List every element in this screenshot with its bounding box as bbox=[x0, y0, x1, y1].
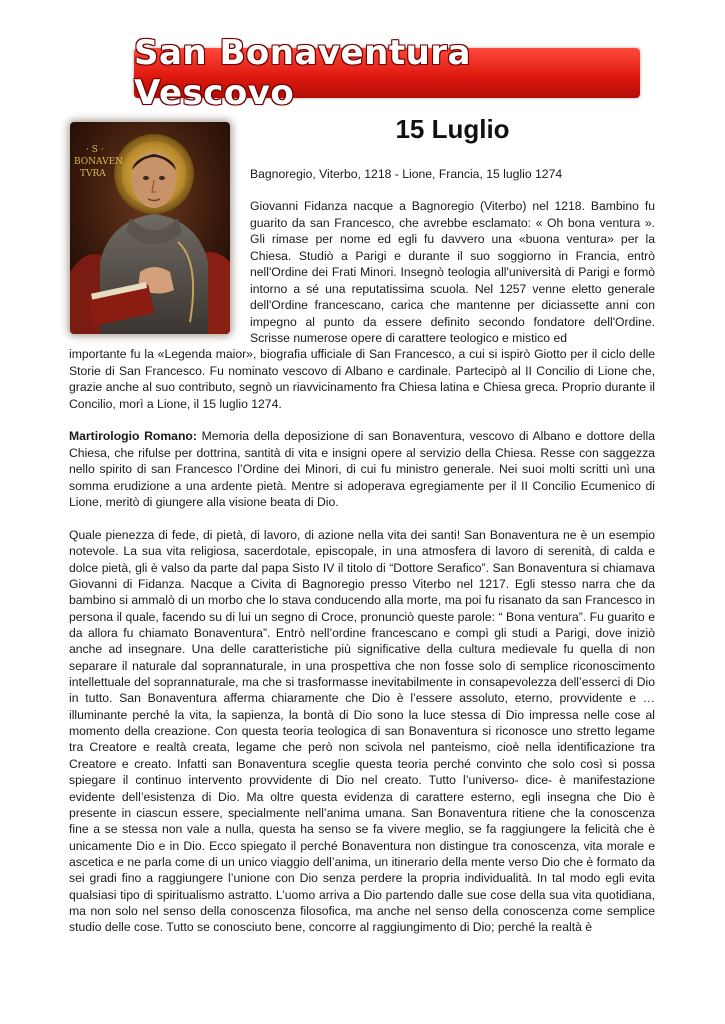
martirologio-text: Memoria della deposizione di san Bonaventura, vescovo di Albano e dottore della Chiesa, che rifulse per dottrina, santità di vita e insigni opere al servizio della Chiesa. Resse con saggezza nello spirito di san Francesco l’Ordine dei Minori, di cui fu ministro generale. Nei suoi molti scritti unì una somma erudizione a una ardente pietà. Mentre si adoperava egregiamente per il II Concilio Ecumenico di Lione, meritò di giungere alla visione beata di Dio. bbox=[69, 429, 656, 509]
portrait-inscription-3: TVRA bbox=[80, 169, 106, 179]
bio-paragraph-part1: Giovanni Fidanza nacque a Bagnoregio (Viterbo) nel 1218. Bambino fu guarito da san Francesco, che avrebbe esclamato: « Oh bona ventura ». Gli rimase per nome ed egli fu davvero una «buona ventura» per la Chiesa. Studiò a Parigi e durante il suo soggiorno in Francia, entrò nell'Ordine dei Frati Minori. Insegnò teologia all'università di Parigi e formò intorno a sé una reputatissima scuola. Nel 1257 venne eletto generale dell'Ordine francescano, carica che mantenne per diciassette anni con impegno al punto da essere definito secondo fondatore dell'Ordine. Scrisse numerose opere di carattere teologico e mistico ed bbox=[250, 199, 655, 345]
bio-paragraph-part2: importante fu la «Legenda maior», biografia ufficiale di San Francesco, a cui si ispirò Giotto per il ciclo delle Storie di San Francesco. Fu nominato vescovo di Albano e cardinale. Partecipò al II Concilio di Lione che, grazie anche al suo contributo, segnò un riavvicinamento fra Chiesa latina e Chiesa greca. Proprio durante il Concilio, morì a Lione, il 15 luglio 1274. bbox=[69, 347, 655, 411]
martirologio-label: Martirologio Romano: bbox=[69, 429, 197, 443]
reflection-paragraph: Quale pienezza di fede, di pietà, di lavoro, di azione nella vita dei santi! San Bonaventura ne è un esempio notevole. La sua vita religiosa, sacerdotale, episcopale, in una atmosfera di lavoro di serenità, di calda e dolce pietà, gli è valso da parte dal papa Sisto IV il titolo di “Dottore Serafico”. San Bonaventura si chiamava Giovanni di Fidanza. Nacque a Civita di Bagnoregio presso Viterbo nel 1217. Egli stesso narra che da bambino si ammalò di un morbo che lo stava conducendo alla morte, ma poi fu risanato da san Francesco in persona il quale, facendo su di lui un segno di Croce, pronunciò queste parole: “ Bona ventura”. Fu guarito e da allora fu chiamato Bonaventura”. Entrò nell’ordine francescano e compì gli studi a Parigi, dove iniziò anche ad insegnare. Una delle caratteristiche più significative della cultura medievale fu quella di non separare il naturale dal soprannaturale, in una prospettiva che non fosse solo di semplice riconoscimento intellettuale del soprannaturale, ma che si trasformasse inevitabilmente in consapevolezza dell’esserci di Dio in tutto. San Bonaventura afferma chiaramente che Dio è l’essere assoluto, eterno, provvidente e …illuminante perché la vita, la sapienza, la bontà di Dio sono la luce stessa di Dio impressa nelle cose al momento della creazione. Con questa teoria teologica di san Bonaventura si riconosce uno stretto legame tra Creatore e realtà creata, legame che però non scivola nel panteismo, cioè nella identificazione tra Creatore e creato. Infatti san Bonaventura sceglie questa teoria perché convinto che solo così si possa spiegare il continuo intervento provvidente di Dio nel creato. Tutto l’universo- dice- è manifestazione evidente dell’esistenza di Dio. Ma oltre questa evidenza di carattere esterno, egli insegna che Dio è presente in ciascun essere, specialmente nell’anima umana. San Bonaventura ritiene che la conoscenza fine a se stessa non vale a nulla, questa ha senso se fa vivere meglio, se fa raggiungere la felicità che è unicamente Dio e in Dio. Ecco spiegato il perché Bonaventura non distingue tra conoscenza, vita morale e ascetica e ne parla come di un unico viaggio dell’anima, un itinerario della mente verso Dio che è formato da sei gradi fino a raggiungere l’unione con Dio senza perdere la propria individualità. In tal modo egli evita qualsiasi tipo di spiritualismo astratto. L’uomo arriva a Dio partendo dalle sue cose della sua vita quotidiana, ma non solo nel senso della conoscenza filosofica, ma anche nel senso della conoscenza come semplice studio delle cose. Tutto se conosciuto bene, concorre al raggiungimento di Dio; perché la realtà è bbox=[69, 528, 655, 935]
portrait-inscription-2: BONAVEN bbox=[74, 157, 124, 167]
banner-title: San Bonaventura Vescovo bbox=[134, 48, 640, 98]
martirologio-paragraph bbox=[69, 428, 655, 511]
saint-portrait-image bbox=[70, 122, 230, 334]
feast-date-title: 15 Luglio bbox=[395, 114, 510, 144]
portrait-inscription-1: · S · bbox=[86, 145, 104, 155]
subtitle-birth-death: Bagnoregio, Viterbo, 1218 - Lione, Francia, 15 luglio 1274 bbox=[250, 167, 563, 181]
